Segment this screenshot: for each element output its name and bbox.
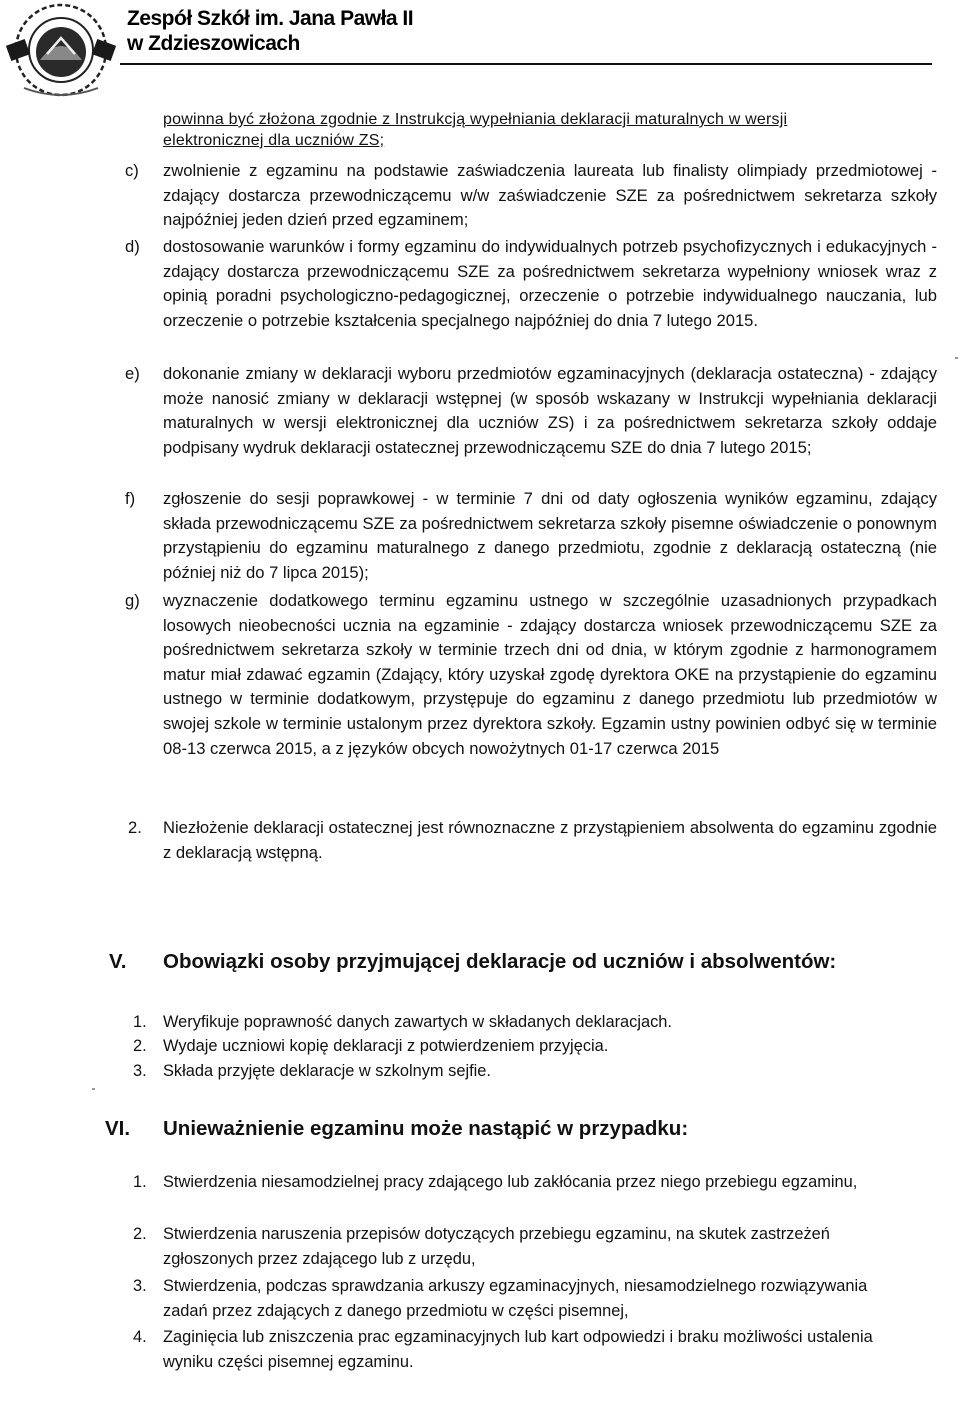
item-number: 3.	[133, 1277, 147, 1295]
item-label: d)	[125, 237, 140, 256]
school-name-line1: Zespół Szkół im. Jana Pawła II	[127, 7, 414, 30]
section-vi-item	[133, 1170, 903, 1195]
school-name-line2: w Zdzieszowicach	[127, 32, 300, 55]
section-v-numeral: V.	[109, 950, 127, 973]
document-header	[0, 0, 960, 100]
section-v-item	[133, 1034, 903, 1059]
section-vi-item	[133, 1274, 903, 1323]
item-label: c)	[125, 161, 139, 180]
item-text: Weryfikuje poprawność danych zawartych w składanych deklaracjach.	[163, 1013, 672, 1031]
item-text: Stwierdzenia niesamodzielnej pracy zdającego lub zakłócania przez niego przebiegu egzaminu,	[163, 1173, 858, 1191]
item-text: Składa przyjęte deklaracje w szkolnym sejfie.	[163, 1062, 491, 1080]
item-number: 4.	[133, 1328, 147, 1346]
list-item-c	[125, 159, 937, 233]
item-text: wyznaczenie dodatkowego terminu egzaminu ustnego w szczególnie uzasadnionych przypadkach losowych nieobecności ucznia na egzaminie - zdający dostarcza wniosek przewodniczącemu SZE za pośrednictwem sekretarza szkoły w terminie trzech dni od dnia, w którym zgodnie z harmonogramem matur miał zdawać egzamin (Zdający, który uzyskał zgodę dyrektora OKE na przystąpienie do egzaminu ustnego w terminie dodatkowym, przystępuje do egzaminu z danego przedmiotu lub przedmiotów w swojej szkole w terminie ustalonym przez dyrektora szkoły. Egzamin ustny powinien odbyć się w terminie 08-13 czerwca 2015, a z języków obcych nowożytnych 01-17 czerwca 2015	[163, 591, 937, 758]
point-label: 2.	[128, 818, 142, 837]
point-2	[125, 816, 937, 865]
section-vi-item	[133, 1325, 903, 1374]
section-v-item	[133, 1010, 903, 1035]
item-number: 2.	[133, 1225, 147, 1243]
section-v-title: Obowiązki osoby przyjmującej deklaracje od uczniów i absolwentów:	[163, 950, 837, 973]
list-item-f	[125, 487, 937, 585]
item-text: Zaginięcia lub zniszczenia prac egzaminacyjnych lub kart odpowiedzi i braku możliwości ustalenia wyniku części pisemnej egzaminu.	[163, 1328, 873, 1371]
item-text: Stwierdzenia, podczas sprawdzania arkuszy egzaminacyjnych, niesamodzielnego rozwiązywania zadań przez zdających z danego przedmiotu w części pisemnej,	[163, 1277, 868, 1320]
item-text: dostosowanie warunków i formy egzaminu do indywidualnych potrzeb psychofizycznych i edukacyjnych - zdający dostarcza przewodniczącemu SZE za pośrednictwem sekretarza wypełniony wniosek wraz z opinią poradni psychologiczno-pedagogicznej, orzeczenie o potrzebie indywidualnego nauczania, lub orzeczenie o potrzebie kształcenia specjalnego najpóźniej do dnia 7 lutego 2015.	[163, 237, 937, 330]
item-text: zgłoszenie do sesji poprawkowej - w terminie 7 dni od daty ogłoszenia wyników egzaminu, zdający składa przewodniczącemu SZE za pośrednictwem sekretarza szkoły pisemne oświadczenie o ponownym przystąpieniu do egzaminu maturalnego z danego przedmiotu, zgodnie z deklaracją ostateczną (nie później niż do 7 lipca 2015);	[163, 489, 937, 582]
school-name	[127, 6, 413, 56]
item-label: e)	[125, 364, 140, 383]
item-number: 3.	[133, 1062, 147, 1080]
section-vi-item	[133, 1222, 903, 1271]
section-vi-title: Unieważnienie egzaminu może nastąpić w przypadku:	[163, 1117, 689, 1140]
intro-line: elektronicznej dla uczniów ZS;	[163, 132, 385, 149]
list-item-g	[125, 589, 937, 761]
intro-continuation	[163, 109, 787, 151]
point-text: Niezłożenie deklaracji ostatecznej jest równoznaczne z przystąpieniem absolwenta do egzaminu zgodnie z deklaracją wstępną.	[163, 818, 937, 862]
item-text: zwolnienie z egzaminu na podstawie zaświadczenia laureata lub finalisty olimpiady przedmiotowej - zdający dostarcza przewodniczącemu w/w zaświadczenie SZE za pośrednictwem sekretarza szkoły najpóźniej jeden dzień przed egzaminem;	[163, 161, 937, 230]
intro-line: powinna być złożona zgodnie z Instrukcją wypełniania deklaracji maturalnych w wersji	[163, 111, 788, 128]
header-divider	[120, 63, 932, 65]
scan-speck	[92, 1088, 95, 1090]
item-number: 1.	[133, 1173, 147, 1191]
list-item-e	[125, 362, 937, 460]
list-item-d	[125, 235, 937, 333]
item-text: Wydaje uczniowi kopię deklaracji z potwierdzeniem przyjęcia.	[163, 1037, 609, 1055]
item-text: dokonanie zmiany w deklaracji wyboru przedmiotów egzaminacyjnych (deklaracja ostateczna) - zdający może nanosić zmiany w deklaracji wstępnej (w sposób wskazany w Instrukcji wypełniania deklaracji maturalnych w wersji elektronicznej dla uczniów ZS) i za pośrednictwem sekretarza szkoły oddaje podpisany wydruk deklaracji ostatecznej przewodniczącemu SZE do dnia 7 lutego 2015;	[163, 364, 937, 457]
school-seal-icon	[2, 2, 120, 98]
item-label: f)	[125, 489, 136, 508]
item-label: g)	[125, 591, 140, 610]
section-vi-numeral: VI.	[105, 1117, 131, 1140]
scan-speck	[955, 357, 958, 359]
item-number: 2.	[133, 1037, 147, 1055]
section-v-item	[133, 1059, 903, 1084]
item-text: Stwierdzenia naruszenia przepisów dotyczących przebiegu egzaminu, na skutek zastrzeżeń zgłoszonych przez zdającego lub z urzędu,	[163, 1225, 830, 1268]
item-number: 1.	[133, 1013, 147, 1031]
